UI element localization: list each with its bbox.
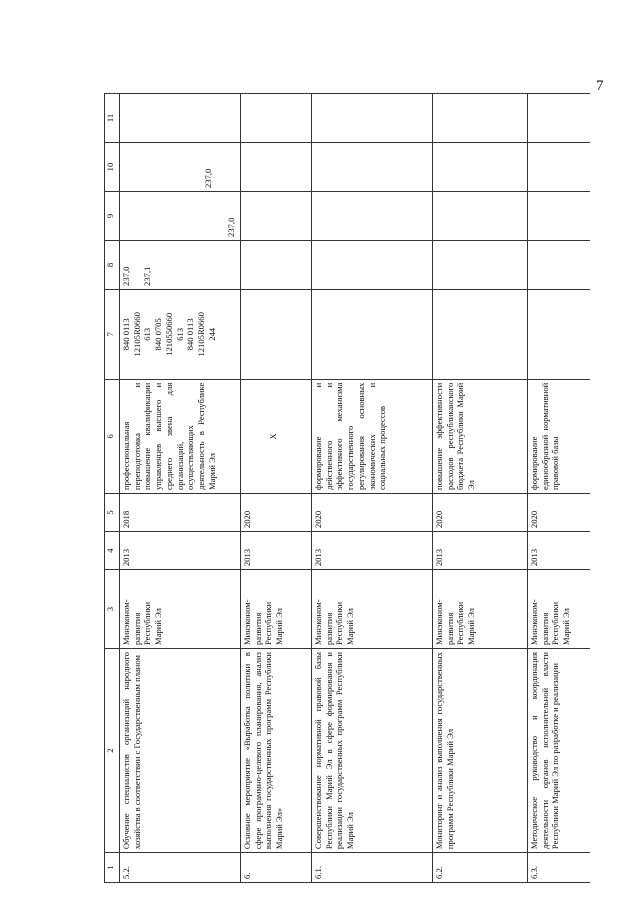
executor: Минэконом- развития Республики Марий Эл — [312, 570, 433, 649]
row-number: 6.1. — [312, 853, 433, 883]
table-row — [241, 94, 312, 883]
column-number: 8 — [105, 240, 120, 289]
column-number: 11 — [105, 94, 120, 143]
activity-name: Совершенствование нормативной правовой базы Республики Марий Эл в сфере формирования и реализации государственных программ Республики Марий Эл — [312, 649, 433, 853]
value-col-9 — [312, 192, 433, 241]
value-col-9 — [528, 192, 591, 241]
year-end: 2020 — [241, 493, 312, 531]
expected-result: профессиональная переподготовка и повышение квалификации управленцев высшего и среднего звена для организаций, осуществляющих деятельность в Республике Марий Эл — [120, 379, 241, 493]
value-col-10 — [528, 143, 591, 192]
value-col-11 — [120, 94, 241, 143]
expected-result: формирование и действенного и эффективного механизма государственного регулирования основных экономических и социальных процессов — [312, 379, 433, 493]
table-row — [312, 94, 433, 883]
activity-name: Мониторинг и анализ выполнения государственных программ Республики Марий Эл — [433, 649, 528, 853]
year-start: 2013 — [528, 532, 591, 570]
value-col-10 — [241, 143, 312, 192]
row-number: 6.2. — [433, 853, 528, 883]
activity-name: Методическое руководство и координация деятельности органов исполнительной власти Республики Марий Эл по разработке и реализации — [528, 649, 591, 853]
budget-codes — [433, 289, 528, 379]
row-number: 5.2. — [120, 853, 241, 883]
year-start: 2013 — [433, 532, 528, 570]
year-end: 2020 — [312, 493, 433, 531]
budget-codes — [528, 289, 591, 379]
value-col-11 — [528, 94, 591, 143]
page-number: 7 — [596, 78, 604, 94]
value-col-8 — [241, 240, 312, 289]
column-number-row — [105, 94, 120, 883]
value-col-10 — [433, 143, 528, 192]
value-col-8: 237,0 237,1 — [120, 240, 241, 289]
value-col-9 — [241, 192, 312, 241]
column-number: 1 — [105, 853, 120, 883]
column-number: 7 — [105, 289, 120, 379]
expected-result: формирование единообразной нормативной правовой базы — [528, 379, 591, 493]
row-number: 6. — [241, 853, 312, 883]
value-col-10 — [312, 143, 433, 192]
year-start: 2013 — [120, 532, 241, 570]
rotated-table-frame — [104, 93, 574, 883]
expected-result: Х — [241, 379, 312, 493]
column-number: 4 — [105, 532, 120, 570]
value-col-9 — [433, 192, 528, 241]
value-col-8 — [528, 240, 591, 289]
column-number: 6 — [105, 379, 120, 493]
expected-result: повышение эффективности расходов республиканского бюджета Республики Марий Эл — [433, 379, 528, 493]
executor: Минэконом- развития Республики Марий Эл — [241, 570, 312, 649]
executor: Минэконом- развития Республики Марий Эл — [528, 570, 591, 649]
program-table — [104, 93, 590, 883]
table-row — [120, 94, 241, 883]
value-col-11 — [312, 94, 433, 143]
activity-name: Основное мероприятие «Выработка политики в сфере программно-целевого планирования, анализ выполнения государственных программ Республики Марий Эл» — [241, 649, 312, 853]
column-number: 9 — [105, 192, 120, 241]
budget-codes — [241, 289, 312, 379]
activity-name: Обучение специалистов организаций народного хозяйства в соответствии с Государственным планом — [120, 649, 241, 853]
year-end: 2020 — [433, 493, 528, 531]
column-number: 2 — [105, 649, 120, 853]
value-col-8 — [312, 240, 433, 289]
row-number: 6.3. — [528, 853, 591, 883]
year-start: 2013 — [241, 532, 312, 570]
value-col-8 — [433, 240, 528, 289]
column-number: 3 — [105, 570, 120, 649]
column-number: 5 — [105, 493, 120, 531]
column-number: 10 — [105, 143, 120, 192]
year-end: 2020 — [528, 493, 591, 531]
year-end: 2018 — [120, 493, 241, 531]
executor: Минэконом- развития Республики Марий Эл — [120, 570, 241, 649]
budget-codes — [312, 289, 433, 379]
year-start: 2013 — [312, 532, 433, 570]
table-row — [528, 94, 591, 883]
value-col-10: 237,0 — [120, 143, 241, 192]
value-col-11 — [433, 94, 528, 143]
table-row — [433, 94, 528, 883]
value-col-9: 237,0 — [120, 192, 241, 241]
value-col-11 — [241, 94, 312, 143]
budget-codes: 840 0113 12105R0660 613 840 0705 1210550660 613 840 0113 12105R0660 244 — [120, 289, 241, 379]
executor: Минэконом- развития Республики Марий Эл — [433, 570, 528, 649]
